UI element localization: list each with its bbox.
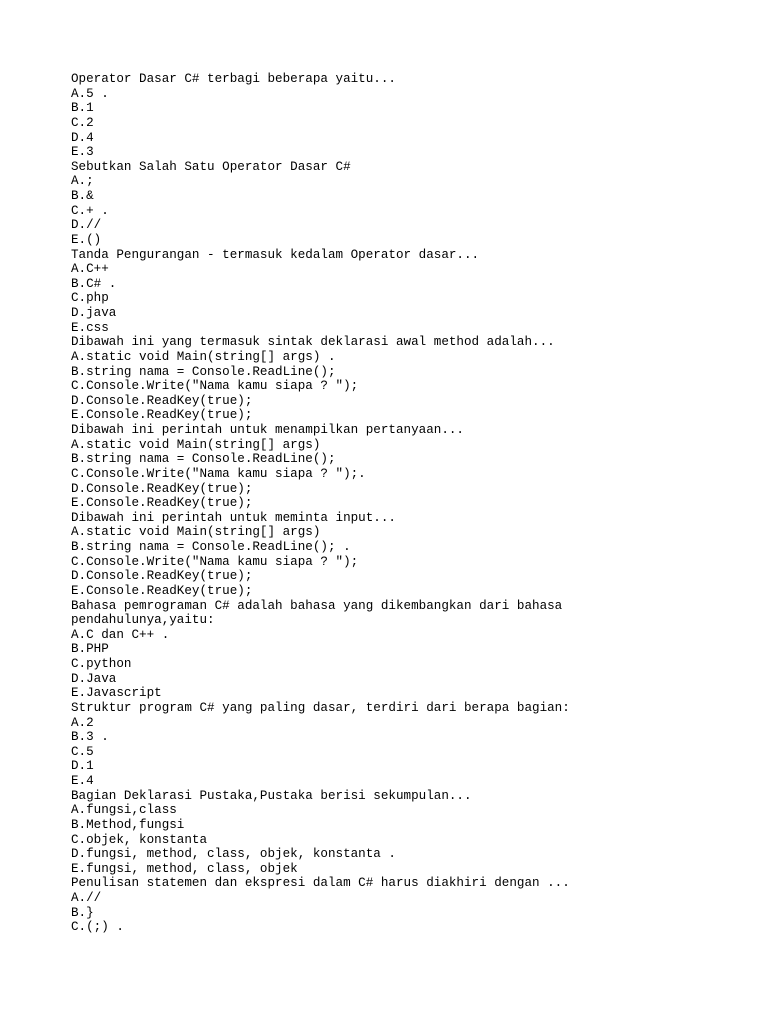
text-line: A.C dan C++ . xyxy=(71,627,170,642)
text-line: A.// xyxy=(71,891,102,905)
text-line: C.Console.Write("Nama kamu siapa ? ");. xyxy=(71,466,366,481)
text-line: B.string nama = Console.ReadLine(); xyxy=(71,364,336,379)
text-line: A.static void Main(string[] args) . xyxy=(71,349,336,364)
text-line: B.3 . xyxy=(71,730,109,745)
text-line: C.5 xyxy=(71,744,94,759)
text-line: A.static void Main(string[] args) xyxy=(71,437,321,452)
text-line: E.fungsi, method, class, objek xyxy=(71,861,298,876)
text-line: D.4 xyxy=(71,130,94,145)
text-line: A.static void Main(string[] args) xyxy=(71,525,321,540)
text-line: C.Console.Write("Nama kamu siapa ? "); xyxy=(71,554,359,569)
text-line: E.Javascript xyxy=(71,686,162,701)
text-line: E.3 xyxy=(71,145,94,160)
text-line: D.Console.ReadKey(true); xyxy=(71,481,253,496)
text-line: B.} xyxy=(71,905,94,920)
text-line: B.C# . xyxy=(71,276,117,291)
text-line: D.fungsi, method, class, objek, konstanta . xyxy=(71,847,396,862)
text-line: C.+ . xyxy=(71,203,109,218)
text-line: D.Java xyxy=(71,671,117,686)
text-line: A.5 . xyxy=(71,86,109,101)
text-line: C.python xyxy=(71,657,132,671)
text-line: D.// xyxy=(71,218,102,233)
text-line: D.Console.ReadKey(true); xyxy=(71,393,253,408)
text-line: A.fungsi,class xyxy=(71,803,177,818)
text-line: E.css xyxy=(71,320,109,335)
text-line: E.4 xyxy=(71,774,94,788)
text-line: Bahasa pemrograman C# adalah bahasa yang dikembangkan dari bahasa xyxy=(71,598,563,613)
text-line: E.Console.ReadKey(true); xyxy=(71,583,253,598)
document-page xyxy=(71,72,751,935)
text-line: B.string nama = Console.ReadLine(); . xyxy=(71,540,351,554)
text-line: Dibawah ini yang termasuk sintak deklarasi awal method adalah... xyxy=(71,335,555,350)
text-line: C.Console.Write("Nama kamu siapa ? "); xyxy=(71,379,359,394)
text-line: pendahulunya,yaitu: xyxy=(71,613,215,628)
text-line: B.PHP xyxy=(71,642,109,657)
text-line: Dibawah ini perintah untuk meminta input... xyxy=(71,510,396,525)
text-line: D.1 xyxy=(71,759,94,774)
text-line: Operator Dasar C# terbagi beberapa yaitu... xyxy=(71,72,396,86)
text-line: C.(;) . xyxy=(71,920,124,935)
text-line: C.2 xyxy=(71,115,94,130)
text-line: E.Console.ReadKey(true); xyxy=(71,496,253,511)
text-line: B.Method,fungsi xyxy=(71,817,185,832)
text-line: D.java xyxy=(71,306,117,320)
text-line: B.string nama = Console.ReadLine(); xyxy=(71,452,336,467)
text-line: Dibawah ini perintah untuk menampilkan pertanyaan... xyxy=(71,423,464,437)
text-line: Penulisan statemen dan ekspresi dalam C# harus diakhiri dengan ... xyxy=(71,876,570,891)
text-line: A.C++ xyxy=(71,262,109,277)
text-line: Tanda Pengurangan - termasuk kedalam Operator dasar... xyxy=(71,247,480,262)
text-line: A.; xyxy=(71,174,94,189)
text-line: Struktur program C# yang paling dasar, terdiri dari berapa bagian: xyxy=(71,700,570,715)
text-line: E.Console.ReadKey(true); xyxy=(71,408,253,423)
text-line: C.objek, konstanta xyxy=(71,832,208,847)
text-line: B.& xyxy=(71,189,94,203)
text-line: B.1 xyxy=(71,101,94,116)
text-line: A.2 xyxy=(71,715,94,730)
text-line: C.php xyxy=(71,291,109,306)
text-line: E.() xyxy=(71,232,102,247)
text-line: D.Console.ReadKey(true); xyxy=(71,569,253,584)
text-line: Sebutkan Salah Satu Operator Dasar C# xyxy=(71,159,351,174)
text-line: Bagian Deklarasi Pustaka,Pustaka berisi sekumpulan... xyxy=(71,788,472,803)
